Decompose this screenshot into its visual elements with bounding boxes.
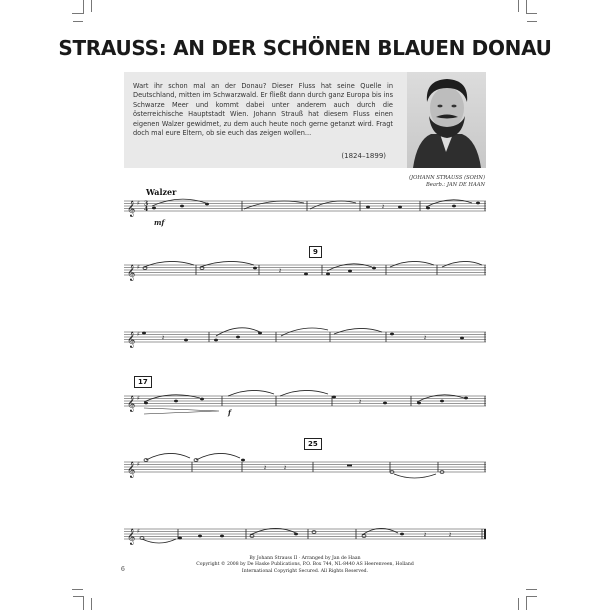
page-title: STRAUSS: AN DER SCHÖNEN BLAUEN DONAU	[58, 36, 552, 60]
svg-text:♯: ♯	[137, 395, 140, 402]
staff-2	[124, 264, 486, 281]
svg-text:𝄽: 𝄽	[449, 531, 452, 539]
composer-credit: (JOHANN STRAUSS (SOHN)	[409, 175, 485, 181]
svg-text:𝄽: 𝄽	[284, 464, 287, 472]
svg-text:𝄽: 𝄽	[162, 334, 165, 342]
footer-line-2: Copyright © 2008 by De Haske Publications, P.O. Box 744, NL-8440 AS Heerenveen, Holland	[196, 562, 414, 568]
staff-4	[124, 395, 486, 417]
crop-mark	[73, 596, 83, 597]
info-text: Wart ihr schon mal an der Donau? Dieser Fluss hat seine Quelle in Deutschland, mitten im Schwarzwald. Er fließt dann durch ganz Europa bis ins Schwarze Meer und kommt dabei unter anderem auch durch die österreichische Hauptstadt Wien. Johann Strauß hat diesem Fluss einen eigenen Walzer gewidmet, zu dem auch heute noch gerne getanzt wird. Fragt doch mal eure Eltern, ob sie euch das zeigen wollen...	[133, 82, 393, 138]
svg-text:𝄽: 𝄽	[424, 531, 427, 539]
svg-text:𝄽: 𝄽	[279, 267, 282, 275]
svg-text:♯: ♯	[137, 200, 140, 207]
footer-line-3: International Copyright Secured. All Rights Reserved.	[241, 568, 369, 574]
arranger-credit: Bearb.: JAN DE HAAN	[426, 182, 485, 188]
crop-mark	[83, 596, 84, 610]
svg-text:𝄽: 𝄽	[382, 203, 385, 211]
svg-text:f: f	[228, 408, 232, 417]
crop-mark	[518, 598, 519, 610]
svg-text:3: 3	[144, 200, 149, 208]
svg-text:4: 4	[144, 206, 149, 213]
rehearsal-mark-9: 9	[309, 246, 322, 258]
staff-1	[124, 200, 486, 227]
svg-text:♯: ♯	[137, 528, 140, 535]
crop-mark	[91, 598, 92, 610]
composer-portrait	[407, 72, 486, 168]
svg-text:♯: ♯	[137, 331, 140, 338]
staff-6	[124, 528, 486, 545]
crop-mark	[518, 0, 519, 12]
crop-mark	[72, 13, 83, 14]
footer-line-1: By Johann Strauss II · Arranged by Jan de Haan	[249, 556, 361, 561]
svg-text:mf: mf	[154, 218, 165, 227]
crop-mark	[72, 589, 83, 590]
svg-text:𝄞: 𝄞	[127, 396, 136, 412]
crop-mark	[526, 589, 537, 590]
crop-mark	[83, 0, 84, 14]
composer-years: (1824–1899)	[341, 152, 386, 160]
staff-5	[124, 461, 486, 478]
rehearsal-mark-17: 17	[134, 376, 152, 388]
crop-mark	[526, 13, 537, 14]
svg-text:♯: ♯	[137, 264, 140, 271]
svg-text:𝄽: 𝄽	[264, 464, 267, 472]
svg-text:𝄞: 𝄞	[127, 201, 136, 217]
svg-text:𝄽: 𝄽	[424, 334, 427, 342]
tempo-marking: Walzer	[146, 187, 177, 197]
crop-mark	[526, 0, 527, 14]
info-box	[124, 72, 486, 168]
svg-text:𝄞: 𝄞	[127, 462, 136, 478]
svg-text:𝄞: 𝄞	[127, 529, 136, 545]
rehearsal-mark-25: 25	[304, 438, 322, 450]
staff-3	[124, 331, 486, 348]
crop-mark	[91, 0, 92, 12]
page-number: 6	[121, 566, 125, 573]
crop-mark	[526, 596, 527, 610]
crop-mark	[73, 21, 83, 22]
svg-text:𝄽: 𝄽	[359, 398, 362, 406]
crop-mark	[527, 596, 537, 597]
copyright-footer	[0, 556, 610, 575]
svg-text:♯: ♯	[137, 461, 140, 468]
crop-mark	[527, 21, 537, 22]
svg-text:𝄞: 𝄞	[127, 332, 136, 348]
svg-text:𝄞: 𝄞	[127, 265, 136, 281]
